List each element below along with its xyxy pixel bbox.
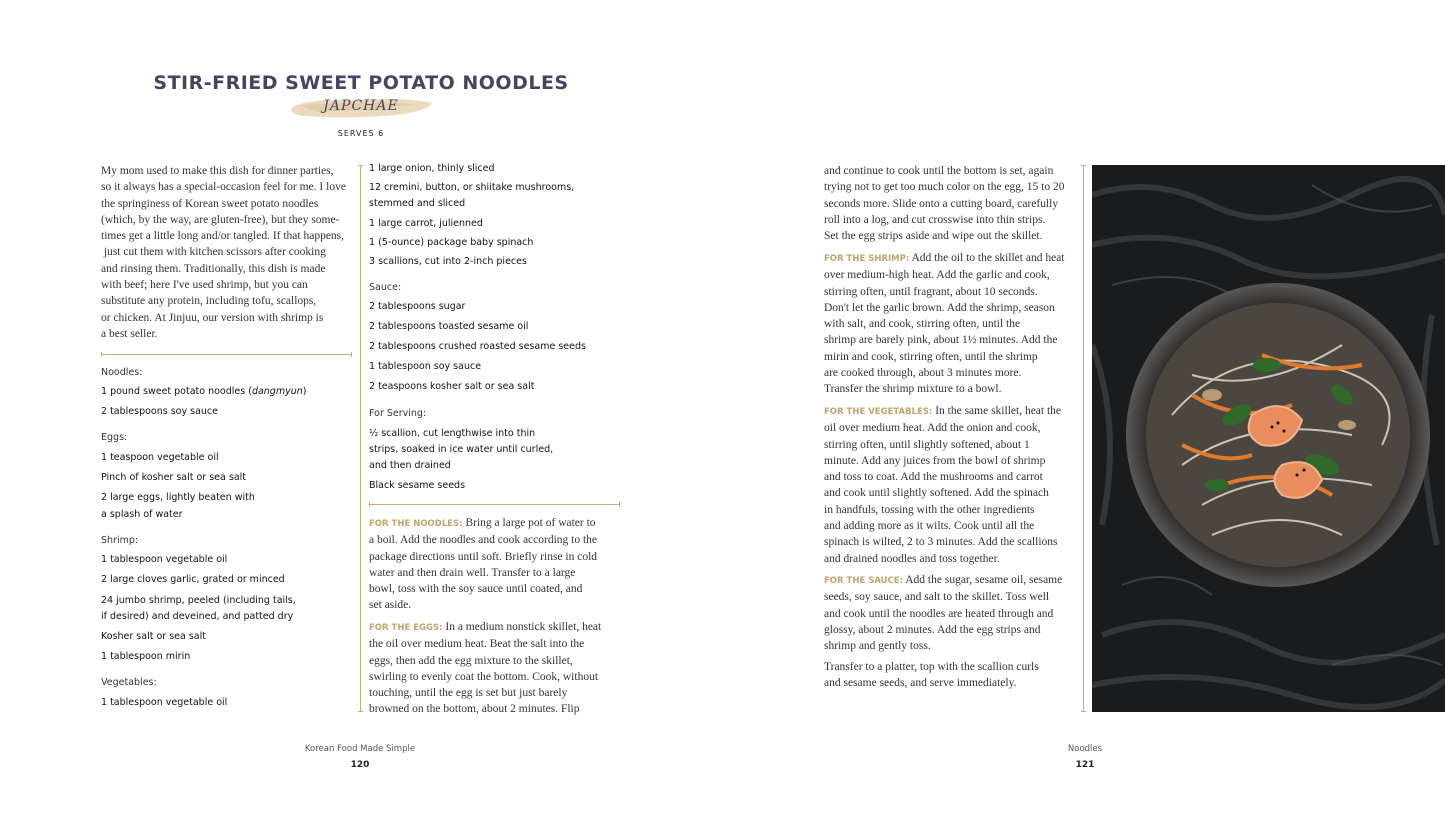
sauce-heading: Sauce: [369,282,402,293]
intro-paragraph [101,163,357,342]
intro-line: substitute any protein, including tofu, scallops, [101,295,317,308]
ingredient-item: 12 cremini, button, or shiitake mushrooms, [369,182,575,193]
method-eggs: FOR THE EGGS: In a medium nonstick skillet, heat the oil over medium heat. Beat the salt into the eggs, then add the egg mixture to the skillet, swirling to evenly coat the bottom. Cook, without touching, until the egg is set but just barely browned on the bottom, about 2 minutes. Flip [369,621,602,716]
step-label: FOR THE VEGETABLES: [824,407,933,417]
intro-line: with beef; here I've used shrimp, but you can [101,279,308,292]
ingredient-item: ½ scallion, cut lengthwise into thin [369,428,536,439]
ingredient-item: stemmed and sliced [369,198,466,209]
divider-rule [101,354,352,355]
method-shrimp: FOR THE SHRIMP: Add the oil to the skillet and heat over medium-high heat. Add the garlic and cook, stirring often, until fragrant, about 10 seconds. Don't let the garlic brown. Add the shrimp, season with salt, and cook, stirring often, until the shrimp are barely pink, about 1½ minutes. Add the mirin and cook, stirring often, until the shrimp are cooked through, about 3 minutes more. Transfer the shrimp mixture to a bowl. [824,252,1065,396]
intro-line: times get a little long and/or tangled. If that happens, [101,230,345,243]
ingredient-item: 1 large carrot, julienned [369,218,483,229]
step-label: FOR THE SAUCE: [824,576,903,586]
step-label: FOR THE NOODLES: [369,519,463,529]
method-vegetables: FOR THE VEGETABLES: In the same skillet, heat the oil over medium heat. Add the onion and cook, stirring often, until slightly softened, about 1 minute. Add any juices from the bowl of shrimp and toss to coat. Add the mushrooms and carrot and cook until slightly softened. Add the spinach in handfuls, tossing with the other ingredients and adding more as it wilts. Cook until all the spinach is wilted, 2 to 3 minutes. Add the scallions and drained noodles and toss together. [824,405,1062,565]
ingredient-item: 1 tablespoon vegetable oil [101,554,228,565]
ingredient-item: Kosher salt or sea salt [101,631,206,642]
ingredient-item: if desired) and deveined, and patted dry [101,611,294,622]
ingredient-item: strips, soaked in ice water until curled, [369,444,554,455]
recipe-title: STIR-FRIED SWEET POTATO NOODLES [153,72,569,94]
method-sauce: FOR THE SAUCE: Add the sugar, sesame oil, sesame seeds, soy sauce, and salt to the skillet. Toss well and cook until the noodles are heated through and glossy, about 2 minutes. Add the egg strips and shrimp and gently toss. [824,574,1063,653]
intro-line: so it always has a special-occasion feel for me. I love [101,181,346,194]
page-number: 120 [350,760,370,770]
serves-count: SERVES 6 [337,129,385,138]
column-rule [1083,165,1084,712]
method-noodles: FOR THE NOODLES: Bring a large pot of water to a boil. Add the noodles and cook according to the package directions until soft. Briefly rinse in cold water and then drain well. Transfer to a large bowl, toss with the soy sauce until coated, and set aside. [369,517,598,612]
divider-rule [369,504,620,505]
ingredient-item: 24 jumbo shrimp, peeled (including tails, [101,595,296,606]
serving-heading: For Serving: [369,408,427,419]
ingredient-item: 1 pound sweet potato noodles (dangmyun) [101,386,307,397]
intro-line: and rinsing them. Traditionally, this dish is made [101,262,326,275]
step-label: FOR THE SHRIMP: [824,254,910,264]
footer-chapter: Noodles [1067,744,1103,754]
ingredient-item: a splash of water [101,509,183,520]
ingredient-item: 1 tablespoon vegetable oil [101,697,228,708]
recipe-subtitle: JAPCHAE [323,98,399,114]
page-number: 121 [1075,760,1095,770]
ingredient-item: 2 tablespoons sugar [369,301,466,312]
ingredient-item: 3 scallions, cut into 2-inch pieces [369,256,527,267]
intro-line: the springiness of Korean sweet potato noodles [101,197,319,210]
ingredient-item: 2 tablespoons soy sauce [101,406,218,417]
ingredient-item: 2 tablespoons toasted sesame oil [369,321,529,332]
step-label: FOR THE EGGS: [369,623,443,633]
ingredient-item: 1 (5-ounce) package baby spinach [369,237,534,248]
footer-book-title: Korean Food Made Simple [304,744,416,754]
ingredient-item: 1 teaspoon vegetable oil [101,452,219,463]
intro-line: just cut them with kitchen scissors after cooking [101,246,326,259]
dish-photo [1092,165,1445,712]
intro-line: My mom used to make this dish for dinner parties, [101,165,334,177]
ingredient-item: 1 tablespoon mirin [101,651,191,662]
ingredient-item: 2 tablespoons crushed roasted sesame seeds [369,341,586,352]
shrimp-heading: Shrimp: [101,535,139,546]
ingredient-item: 1 large onion, thinly sliced [369,163,495,174]
intro-line: a best seller. [101,327,158,340]
ingredient-item: 2 large cloves garlic, grated or minced [101,574,285,585]
intro-line: or chicken. At Jinjuu, our version with shrimp is [101,311,324,324]
ingredient-item: and then drained [369,460,451,471]
method-final: Transfer to a platter, top with the scallion curls and sesame seeds, and serve immediately. [824,661,1039,690]
ingredient-item: Black sesame seeds [369,480,466,491]
column-rule [360,165,361,712]
ingredient-item: 2 large eggs, lightly beaten with [101,492,255,503]
eggs-heading: Eggs: [101,432,128,443]
intro-line: (which, by the way, are gluten-free), but they some- [101,213,340,226]
vegetables-heading: Vegetables: [101,677,157,688]
ingredient-item: 2 teaspoons kosher salt or sea salt [369,381,535,392]
ingredient-item: Pinch of kosher salt or sea salt [101,472,247,483]
noodles-heading: Noodles: [101,367,143,378]
method-eggs-continued: and continue to cook until the bottom is set, again trying not to get too much color on the egg, 15 to 20 seconds more. Slide onto a cutting board, carefully roll into a log, and cut crosswise into thin strips. Set the egg strips aside and wipe out the skillet. [824,165,1065,243]
ingredient-item: 1 tablespoon soy sauce [369,361,482,372]
